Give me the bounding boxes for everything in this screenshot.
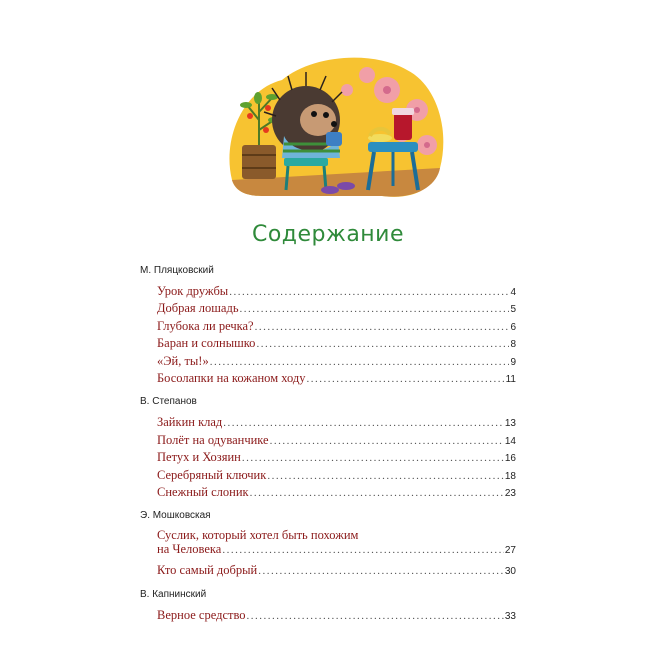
dot-leader <box>307 371 505 388</box>
entry-title: Снежный слоник <box>157 484 249 499</box>
entry-title: Глубока ли речка? <box>157 318 254 333</box>
toc-section <box>140 395 516 501</box>
entry-title: Зайкин клад <box>157 415 223 430</box>
page-number: 23 <box>504 487 516 499</box>
dot-leader <box>229 284 509 301</box>
toc-entry[interactable] <box>157 562 516 579</box>
page-number: 5 <box>510 304 516 316</box>
entry-title: Петух и Хозяин <box>157 450 241 465</box>
entry-title-continued: на Человека <box>157 542 222 557</box>
dot-leader <box>255 319 510 336</box>
entry-title: Кто самый добрый <box>157 563 258 578</box>
toc-entry[interactable] <box>157 607 516 624</box>
page-number: 9 <box>510 356 516 368</box>
page-number: 11 <box>505 373 516 385</box>
page-number: 27 <box>504 545 516 557</box>
dot-leader <box>247 608 504 625</box>
dot-leader <box>250 485 504 502</box>
page-number: 14 <box>504 435 516 447</box>
dot-leader <box>258 563 504 580</box>
dot-leader <box>223 415 504 432</box>
toc-entry[interactable] <box>157 353 516 370</box>
page-number: 6 <box>510 321 516 333</box>
author-name: М. Пляцковский <box>140 265 214 276</box>
dot-leader <box>222 543 504 557</box>
toc-section <box>140 588 516 624</box>
entry-title: Добрая лошадь <box>157 301 239 316</box>
toc-section <box>140 264 516 387</box>
entry-title: «Эй, ты!» <box>157 353 209 368</box>
page-number: 33 <box>504 610 516 622</box>
entry-title: Урок дружбы <box>157 284 229 298</box>
author-name: Э. Мошковская <box>140 510 211 522</box>
page-number: 16 <box>504 453 516 465</box>
toc-entry[interactable] <box>157 467 516 484</box>
toc-section <box>140 509 516 579</box>
toc-entry[interactable] <box>157 484 516 501</box>
table-of-contents <box>140 264 516 632</box>
entry-title: Верное средство <box>157 607 246 622</box>
entry-title: Серебряный ключик <box>157 467 267 482</box>
toc-entry[interactable] <box>157 318 516 335</box>
entry-title: Полёт на одуванчике <box>157 432 269 447</box>
page-number: 18 <box>504 470 516 482</box>
dot-leader <box>256 336 509 353</box>
dot-leader <box>270 433 504 450</box>
author-name: В. Капнинский <box>140 588 207 600</box>
dot-leader <box>240 301 510 318</box>
author-name: В. Степанов <box>140 396 197 408</box>
toc-entry[interactable] <box>157 528 516 558</box>
page-number: 30 <box>504 566 516 578</box>
toc-entry[interactable] <box>157 283 516 300</box>
page-title: Содержание <box>251 222 405 247</box>
page-number: 8 <box>510 339 516 351</box>
entry-title: Суслик, который хотел быть похожим <box>157 528 359 543</box>
dot-leader <box>267 468 504 485</box>
page-number: 4 <box>510 287 516 298</box>
dot-leader <box>210 354 510 371</box>
entry-title: Баран и солнышко <box>157 336 256 351</box>
toc-entry[interactable] <box>157 449 516 466</box>
toc-entry[interactable] <box>157 432 516 449</box>
toc-entry[interactable] <box>157 300 516 317</box>
toc-entry[interactable] <box>157 414 516 431</box>
entry-title: Босолапки на кожаном ходу <box>157 370 306 385</box>
toc-entry[interactable] <box>157 370 516 387</box>
hedgehog-illustration <box>222 50 446 200</box>
dot-leader <box>242 450 504 467</box>
toc-entry[interactable] <box>157 335 516 352</box>
page-number: 13 <box>504 418 516 430</box>
